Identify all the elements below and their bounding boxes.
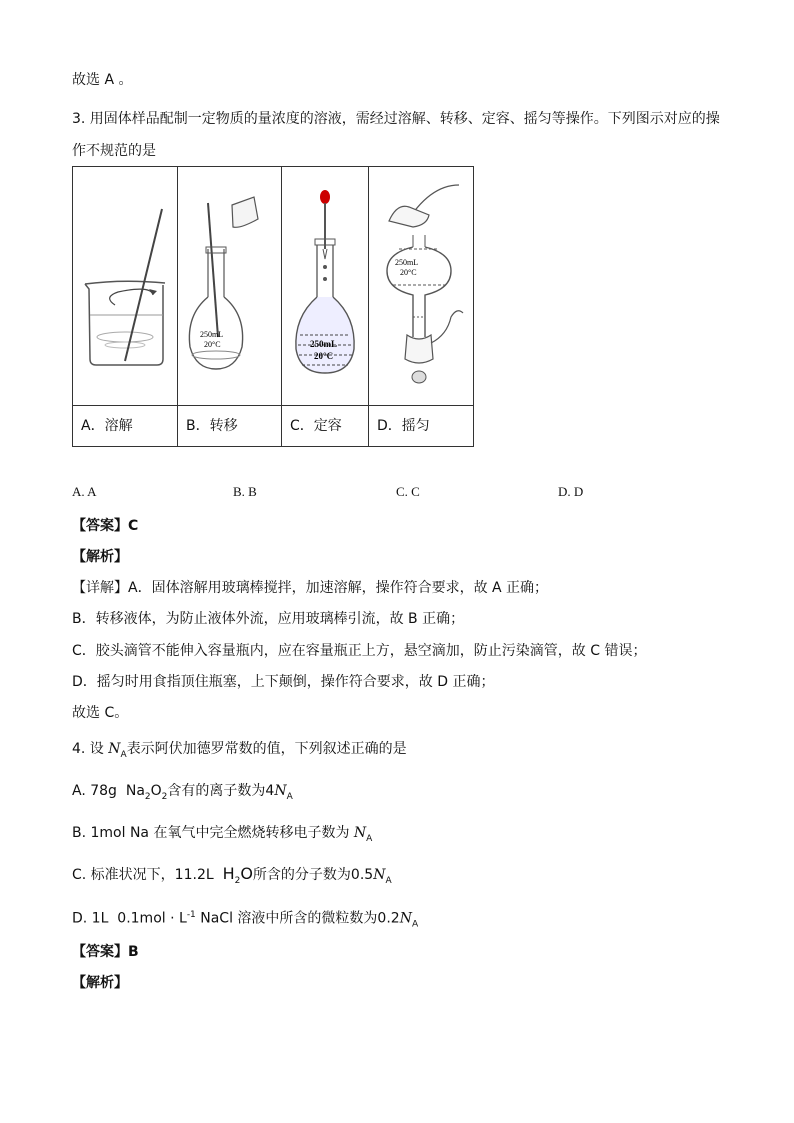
text-line-2: 故选 C。: [72, 705, 129, 721]
choice-a: A. A: [72, 484, 97, 499]
figure-cell-a: [73, 167, 178, 406]
figure-cell-c: [282, 167, 369, 406]
choice-b: B. B: [233, 484, 257, 499]
flask-temp-label: 20°C: [400, 268, 417, 277]
caption-c: C．定容: [282, 406, 369, 447]
flask-volume-label: 250mL: [395, 258, 419, 267]
option-4a: A. 78g $Na_2O_2$含有的离子数为$4N_A$: [72, 783, 293, 802]
flask-temp-label: 20°C: [314, 351, 334, 361]
choice-c: C. C: [396, 484, 420, 499]
question-3-line-1: 3. 用固体样品配制一定物质的量浓度的溶液，需经过溶解、转移、定容、摇匀等操作。下列图示对应的操: [72, 111, 720, 127]
option-4b: B. 1mol Na 在氧气中完全燃烧转移电子数为 $N_A$: [72, 825, 373, 844]
caption-a: A．溶解: [73, 406, 178, 447]
figure-table: [72, 166, 474, 447]
caption-b: B．转移: [178, 406, 282, 447]
flask-volume-label: 250mL: [200, 330, 224, 339]
dissolve-beaker-image: [73, 167, 177, 405]
question-4-stem: 4. 设 $N_A$表示阿伏加德罗常数的值，下列叙述正确的是: [72, 741, 407, 760]
detail-line-2: B．转移液体，为防止液体外流，应用玻璃棒引流，故 B 正确；: [72, 611, 465, 627]
figure-cell-b: [178, 167, 282, 406]
detail-line-1: 【详解】A．固体溶解用玻璃棒搅拌，加速溶解，操作符合要求，故 A 正确；: [72, 580, 549, 596]
text-line-1: 故选 A 。: [72, 72, 133, 88]
answer-4: 【答案】B: [72, 944, 139, 960]
option-4d: D. 1L $0.1mol \cdot L^{-1}$ NaCl 溶液中所含的微粒数为$0.2N_A$: [72, 910, 419, 930]
flask-temp-label: 20°C: [204, 340, 221, 349]
detail-line-3: C．胶头滴管不能伸入容量瓶内，应在容量瓶正上方，悬空滴加，防止污染滴管，故 C 错误；: [72, 643, 647, 659]
shake-flask-image: [369, 167, 473, 405]
choice-d: D. D: [558, 484, 584, 499]
figure-cell-d: [369, 167, 474, 406]
transfer-flask-image: [178, 167, 281, 405]
analysis-3-heading: 【解析】: [72, 549, 128, 565]
answer-3: 【答案】C: [72, 518, 139, 534]
flask-volume-label: 250mL: [310, 339, 337, 349]
option-4c: C. 标准状况下，11.2L $H_2O$所含的分子数为$0.5N_A$: [72, 864, 392, 886]
detail-line-4: D．摇匀时用食指顶住瓶塞，上下颠倒，操作符合要求，故 D 正确；: [72, 674, 495, 690]
question-3-line-2: 作不规范的是: [72, 143, 156, 159]
constant-volume-flask-image: [282, 167, 368, 405]
caption-d: D．摇匀: [369, 406, 474, 447]
analysis-4-heading: 【解析】: [72, 975, 128, 991]
